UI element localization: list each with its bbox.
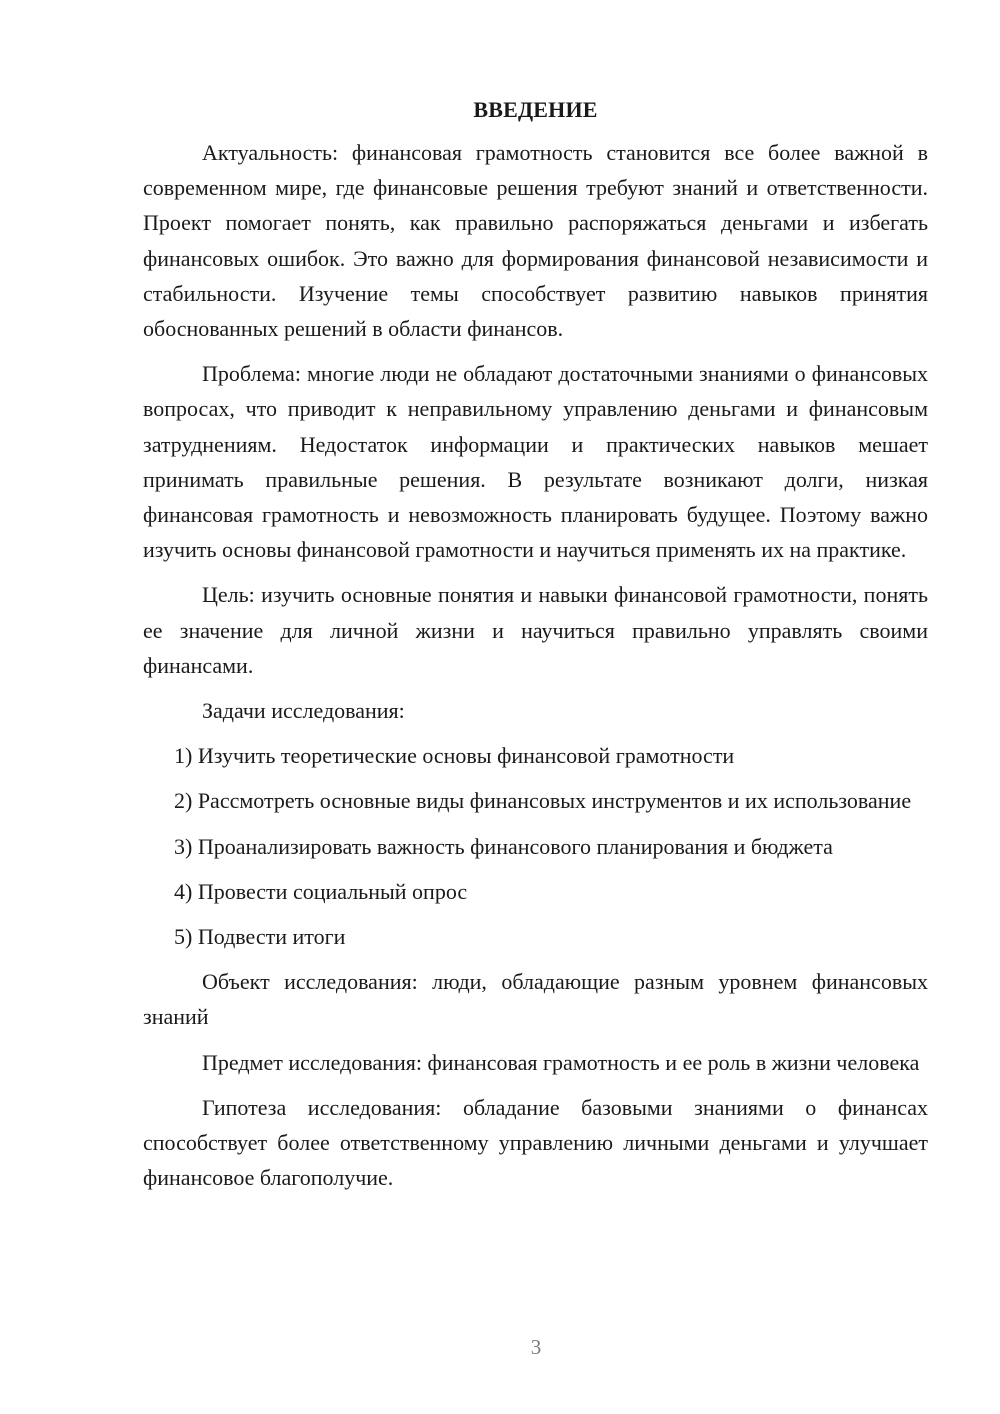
- paragraph-relevance: Актуальность: финансовая грамотность становится все более важной в современном мире, где финансовые решения требуют знаний и ответственности. Проект помогает понять, как правильно распоряжаться деньгами и избегать финансовых ошибок. Это важно для формирования финансовой независимости и стабильности. Изучение темы способствует развитию навыков принятия обоснованных решений в области финансов.: [143, 140, 928, 342]
- page-number: 3: [530, 1335, 542, 1359]
- task-item-3: 3) Проанализировать важность финансового планирования и бюджета: [174, 833, 833, 859]
- paragraph-tasks-heading: Задачи исследования:: [202, 698, 405, 724]
- section-title: ВВЕДЕНИЕ: [473, 97, 598, 122]
- task-item-4: 4) Провести социальный опрос: [174, 878, 468, 904]
- paragraph-hypothesis: Гипотеза исследования: обладание базовыми знаниями о финансах способствует более ответственному управлению личными деньгами и улучшает финансовое благополучие.: [143, 1094, 928, 1191]
- paragraph-goal: Цель: изучить основные понятия и навыки финансовой грамотности, понять ее значение для личной жизни и научиться правильно управлять своими финансами.: [143, 582, 928, 678]
- paragraph-object: Объект исследования: люди, обладающие разным уровнем финансовых знаний: [143, 969, 928, 1030]
- task-item-2: 2) Рассмотреть основные виды финансовых инструментов и их использование: [174, 788, 912, 814]
- paragraph-subject: Предмет исследования: финансовая грамотность и ее роль в жизни человека: [202, 1049, 920, 1075]
- task-item-1: 1) Изучить теоретические основы финансовой грамотности: [174, 743, 735, 769]
- page-content: [143, 92, 928, 1205]
- task-item-5: 5) Подвести итоги: [174, 924, 346, 950]
- paragraph-problem: Проблема: многие люди не обладают достаточными знаниями о финансовых вопросах, что приводит к неправильному управлению деньгами и финансовым затруднениям. Недостаток информации и практических навыков мешает принимать правильные решения. В результате возникают долги, низкая финансовая грамотность и невозможность планировать будущее. Поэтому важно изучить основы финансовой грамотности и научиться применять их на практике.: [143, 361, 928, 563]
